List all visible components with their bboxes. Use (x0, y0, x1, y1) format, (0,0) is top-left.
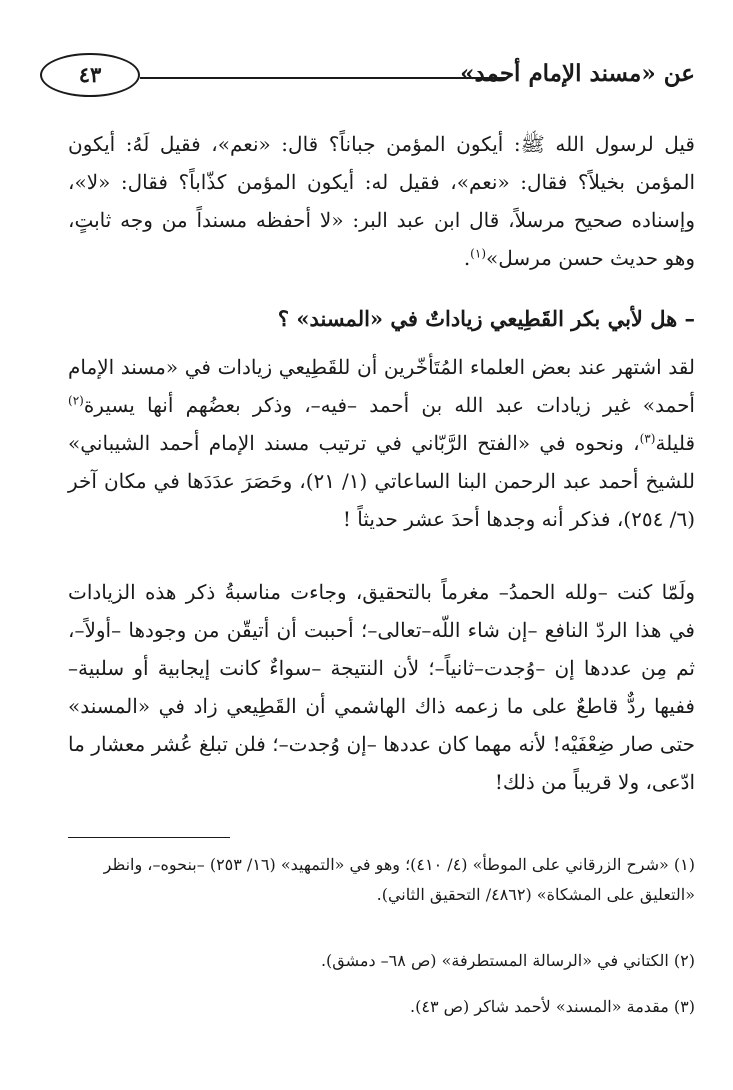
footnote-1 (68, 850, 695, 910)
footnote-1-text: (١) «شرح الزرقاني على الموطأ» (٤/ ٤١٠)؛ وهو في «التمهيد» (١٦/ ٢٥٣) –بنحوه–، وانظر «التعليق على المشكاة» (٤٨٦٢/ التحقيق الثاني). (103, 855, 695, 904)
paragraph-1-end: . (463, 246, 471, 270)
footnote-separator (68, 837, 230, 838)
page-number: ٤٣ (40, 53, 140, 97)
paragraph-2-text-a: لقد اشتهر عند بعض العلماء المُتَأخّرين أن للقَطِيعي زيادات في «مسند الإمام أحمد» غير زيادات عبد الله بن أحمد –فيه–، وذكر بعضُهم أنها يسيرة (68, 355, 695, 417)
running-header (40, 50, 695, 102)
paragraph-2-text-b: قليلة (655, 431, 695, 455)
paragraph-1-text: قيل لرسول الله ﷺ: أيكون المؤمن جباناً؟ قال: «نعم»، فقيل لَهُ: أيكون المؤمن بخيلاً؟ فقال: «نعم»، فقيل له: أيكون المؤمن كذّاباً؟ فقال: «لا»، وإسناده صحيح مرسلاً، قال ابن عبد البر: «لا أحفظه مسنداً من وجه ثابتٍ، وهو حديث حسن مرسل» (68, 132, 696, 270)
section-heading: – هل لأبي بكر القَطِيعي زياداتٌ في «المسند» ؟ (277, 306, 695, 331)
header-title: عن «مسند الإمام أحمد» (460, 60, 695, 87)
footnote-2-text: (٢) الكتاني في «الرسالة المستطرفة» (ص ٦٨– دمشق). (320, 951, 695, 970)
header-rule (140, 77, 507, 79)
section-heading-block (68, 300, 695, 338)
footnote-3-text: (٣) مقدمة «المسند» لأحمد شاكر (ص ٤٣). (410, 997, 695, 1016)
footnote-3 (68, 992, 695, 1022)
footnote-2 (68, 946, 695, 976)
footnote-ref-1[interactable]: (١) (470, 246, 486, 261)
footnote-ref-2[interactable]: (٢) (68, 393, 84, 408)
paragraph-3-text: ولَمّا كنت –ولله الحمدُ– مغرماً بالتحقيق، وجاءت مناسبةُ ذكر هذه الزيادات في هذا الردّ النافع –إن شاء اللّه–تعالى–؛ أحببت أن أتيقّن من وجودها –أولاً–، ثم مِن عددها إن –وُجدت–ثانياً–؛ لأن النتيجة –سواءٌ كانت إيجابية أو سلبية– ففيها ردٌّ قاطعٌ على ما زعمه ذاك الهاشمي أن القَطِيعي زاد في «المسند» حتى صار ضِعْفَيْه! لأنه مهما كان عددها –إن وُجدت–؛ فلن تبلغ عُشر معشار ما ادّعى، ولا قريباً من ذلك! (68, 580, 695, 794)
paragraph-2 (68, 348, 695, 538)
footnote-ref-3[interactable]: (٣) (639, 431, 656, 446)
paragraph-3 (68, 573, 695, 801)
paragraph-2-text-c: ، ونحوه في «الفتح الرَّبّاني في ترتيب مسند الإمام أحمد الشيباني» للشيخ أحمد عبد الرحمن البنا الساعاتي (١/ ٢١)، وحَصَرَ عدَدَها في مكان آخر (٦/ ٢٥٤)، فذكر أنه وجدها أحدَ عشر حديثاً ! (68, 431, 695, 531)
paragraph-1 (68, 125, 695, 277)
